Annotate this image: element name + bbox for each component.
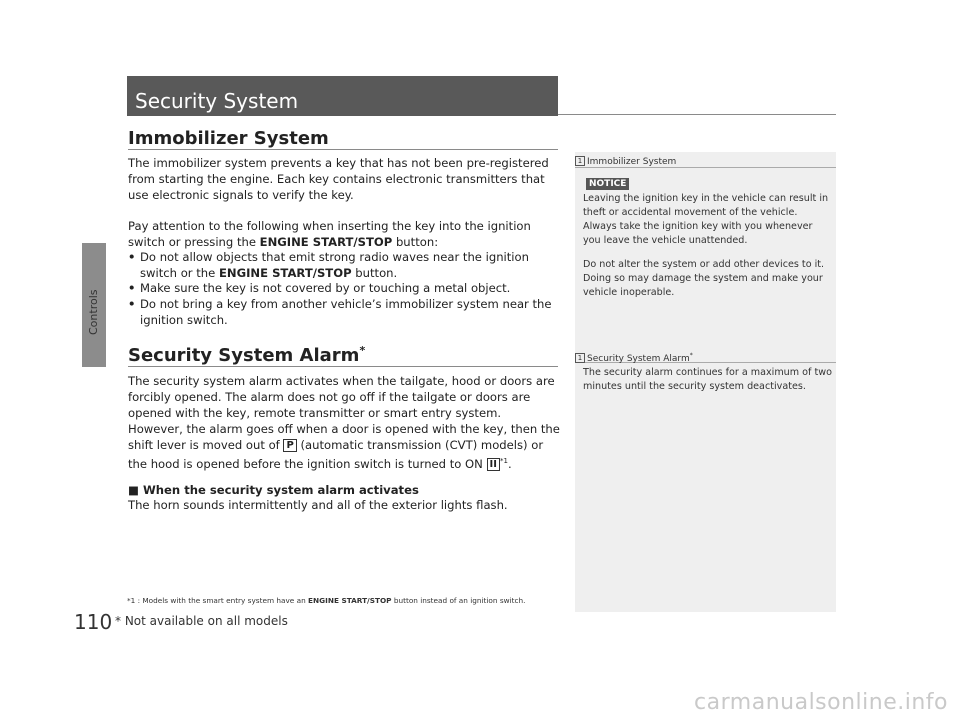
- note-text: Leaving the ignition key in the vehicle can result in theft or accidental movement of the vehicle. Always take the ignition key with you whenever you leave the vehicle unattended.: [583, 193, 829, 246]
- alarm-subheading: ■ When the security system alarm activates: [128, 483, 419, 497]
- alarm-heading: Security System Alarm*: [128, 344, 366, 366]
- ignition-ii-key: II: [487, 458, 500, 471]
- list-item-text: Do not bring a key from another vehicle’s immobilizer system near the ignition switch.: [140, 297, 552, 327]
- watermark: carmanualsonline.info: [694, 690, 948, 715]
- list-item-text: Make sure the key is not covered by or touching a metal object.: [140, 281, 511, 295]
- note-ref-icon: 1: [575, 353, 585, 363]
- notice-badge: NOTICE: [586, 178, 629, 190]
- footnote: *1 : Models with the smart entry system have an ENGINE START/STOP button instead of an ignition switch.: [127, 596, 526, 605]
- section-tab-label: Controls: [87, 289, 100, 335]
- availability-note: * Not available on all models: [115, 614, 288, 628]
- square-bullet-icon: ■: [128, 483, 139, 497]
- bullet-icon: •: [128, 297, 136, 311]
- note-ref-icon: 1: [575, 156, 585, 166]
- shift-p-key: P: [283, 439, 296, 452]
- page-number: 110: [74, 610, 113, 634]
- note-heading: 1 Security System Alarm*: [575, 350, 693, 365]
- bullet-icon: •: [128, 281, 136, 295]
- list-item: [128, 296, 560, 328]
- attention-text: Pay attention to the following when inserting the key into the ignition switch or pressing the: [128, 219, 531, 249]
- note-text: The security alarm continues for a maximum of two minutes until the security system deactivates.: [583, 367, 832, 392]
- attention-paragraph: [128, 218, 558, 250]
- bullet-icon: •: [128, 250, 136, 264]
- immobilizer-heading: Immobilizer System: [128, 128, 329, 149]
- alarm-paragraph-2: However, the alarm goes off when a door is opened with the key, then the shift lever is moved out of P (automatic transmission (CVT) models) or the hood is opened before the ignition switch is turned to ON II $^{*1}$.: [128, 422, 560, 471]
- note-heading: 1 Immobilizer System: [575, 156, 676, 168]
- title-rule: [558, 114, 836, 115]
- note-text: Do not alter the system or add other devices to it. Doing so may damage the system and make your vehicle inoperable.: [583, 259, 825, 298]
- section-rule: [128, 366, 558, 367]
- section-rule: [128, 149, 558, 150]
- engine-start-stop-label: ENGINE START/STOP: [259, 235, 393, 249]
- attention-text-end: button:: [395, 235, 439, 249]
- list-item: [128, 249, 560, 281]
- list-item: [128, 280, 560, 296]
- alarm-sub-text: The horn sounds intermittently and all of the exterior lights flash.: [128, 498, 508, 512]
- page-title: Security System: [135, 89, 299, 113]
- list-item-text: Do not allow objects that emit strong radio waves near the ignition switch or the ENGINE START/STOP button.: [140, 250, 529, 280]
- alarm-paragraph-1: The security system alarm activates when the tailgate, hood or doors are forcibly opened. The alarm does not go off if the tailgate or doors are opened with the key, remote transmitter or smart entry system.: [128, 374, 555, 420]
- immobilizer-intro: The immobilizer system prevents a key that has not been pre-registered from starting the engine. Each key contains electronic transmitters that use electronic signals to verify the key.: [128, 156, 549, 202]
